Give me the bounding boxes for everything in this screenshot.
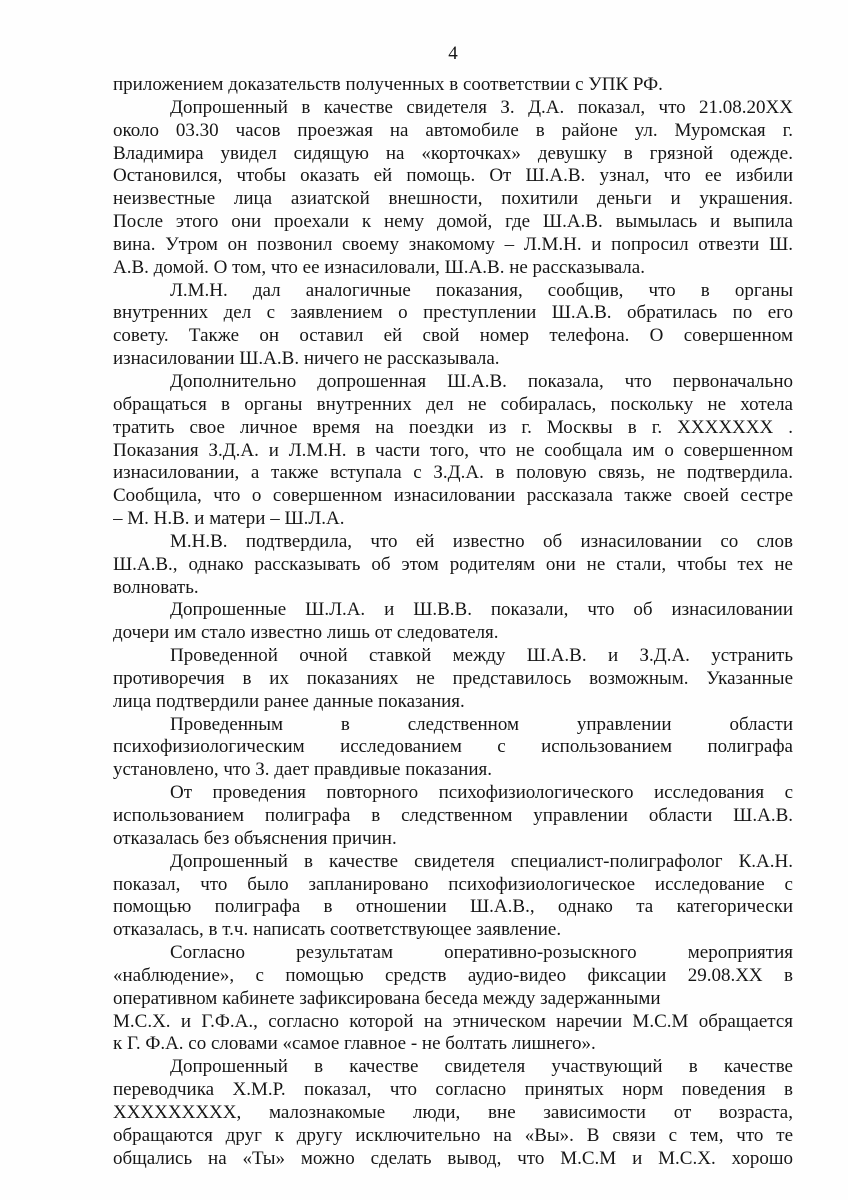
text-line: лица подтвердили ранее данные показания. — [113, 690, 465, 712]
text-line: обращаться в органы внутренних дел не собиралась, поскольку не хотела — [113, 393, 793, 415]
text-line: Дополнительно допрошенная Ш.А.В. показала, что первоначально — [170, 370, 793, 392]
text-line: установлено, что З. дает правдивые показания. — [113, 759, 492, 781]
document-text — [113, 74, 793, 1171]
text-line: Л.М.Н. дал аналогичные показания, сообщив, что в органы — [170, 279, 793, 301]
text-line: показал, что было запланировано психофизиологическое исследование с — [113, 873, 793, 895]
text-line: общались на «Ты» можно сделать вывод, что М.С.М и М.С.Х. хорошо — [113, 1147, 793, 1169]
text-line: А.В. домой. О том, что ее изнасиловали, Ш.А.В. не рассказывала. — [113, 256, 645, 278]
text-line: вина. Утром он позвонил своему знакомому – Л.М.Н. и попросил отвезти Ш. — [113, 233, 793, 255]
text-line: неизвестные лица азиатской внешности, похитили деньги и украшения. — [113, 188, 793, 210]
text-line: Допрошенный в качестве свидетеля З. Д.А. показал, что 21.08.20XX — [170, 96, 793, 118]
text-line: Согласно результатам оперативно-розыскного мероприятия — [170, 942, 793, 964]
text-line: М.С.Х. и Г.Ф.А., согласно которой на этническом наречии М.С.М обращается — [113, 1010, 793, 1032]
text-line: дочери им стало известно лишь от следователя. — [113, 622, 499, 644]
text-line: изнасиловании, а также вступала с З.Д.А. в половую связь, не подтвердила. — [113, 462, 793, 484]
text-line: отказалась без объяснения причин. — [113, 827, 397, 849]
text-line: совету. Также он оставил ей свой номер телефона. О совершенном — [113, 325, 793, 347]
text-line: Сообщила, что о совершенном изнасиловании рассказала также своей сестре — [113, 485, 793, 507]
text-line: к Г. Ф.А. со словами «самое главное - не болтать лишнего». — [113, 1033, 596, 1055]
text-line: Показания З.Д.А. и Л.М.Н. в части того, что не сообщала им о совершенном — [113, 439, 793, 461]
text-line: переводчика Х.М.Р. показал, что согласно принятых норм поведения в — [113, 1079, 793, 1101]
text-line: психофизиологическим исследованием с использованием полиграфа — [113, 736, 793, 758]
text-line: М.Н.В. подтвердила, что ей известно об изнасиловании со слов — [170, 530, 793, 552]
text-line: отказалась, в т.ч. написать соответствующее заявление. — [113, 919, 562, 941]
text-line: изнасиловании Ш.А.В. ничего не рассказывала. — [113, 348, 500, 370]
text-line: тратить свое личное время на поездки из г. Москвы в г. XXXXXXX . — [113, 416, 793, 438]
text-line: помощью полиграфа в отношении Ш.А.В., однако та категорически — [113, 896, 793, 918]
text-line: «наблюдение», с помощью средств аудио-видео фиксации 29.08.XX в — [113, 964, 793, 986]
text-line: Остановился, чтобы оказать ей помощь. От Ш.А.В. узнал, что ее избили — [113, 165, 793, 187]
text-line: использованием полиграфа в следственном управлении области Ш.А.В. — [113, 805, 793, 826]
text-line: Допрошенный в качестве свидетеля специалист-полиграфолог К.А.Н. — [170, 850, 793, 872]
text-line: Проведенным в следственном управлении области — [170, 713, 793, 735]
text-line: оперативном кабинете зафиксирована беседа между задержанными — [113, 987, 661, 1009]
text-line: обращаются друг к другу исключительно на «Вы». В связи с тем, что те — [113, 1124, 793, 1146]
text-line: XXXXXXXXX, малознакомые люди, вне зависимости от возраста, — [113, 1101, 793, 1123]
text-line: Допрошенные Ш.Л.А. и Ш.В.В. показали, что об изнасиловании — [170, 599, 793, 621]
text-line: После этого они проехали к нему домой, где Ш.А.В. вымылась и выпила — [113, 211, 793, 233]
text-line: Проведенной очной ставкой между Ш.А.В. и З.Д.А. устранить — [170, 645, 793, 667]
page-number: 4 — [448, 43, 458, 64]
text-line: около 03.30 часов проезжая на автомобиле в районе ул. Муромская г. — [113, 119, 793, 141]
text-line: Владимира увидел сидящую на «корточках» девушку в грязной одежде. — [113, 142, 793, 164]
text-line: Ш.А.В., однако рассказывать об этом родителям они не стали, чтобы тех не — [113, 553, 793, 575]
text-line: волновать. — [113, 576, 199, 598]
text-line: Допрошенный в качестве свидетеля участвующий в качестве — [170, 1056, 793, 1078]
text-line: – М. Н.В. и матери – Ш.Л.А. — [113, 508, 345, 530]
text-line: От проведения повторного психофизиологического исследования с — [170, 782, 793, 804]
text-line: внутренних дел с заявлением о преступлении Ш.А.В. обратилась по его — [113, 302, 793, 324]
text-line: приложением доказательств полученных в соответствии с УПК РФ. — [113, 74, 663, 95]
text-line: противоречия в их показаниях не представилось возможным. Указанные — [113, 667, 793, 689]
